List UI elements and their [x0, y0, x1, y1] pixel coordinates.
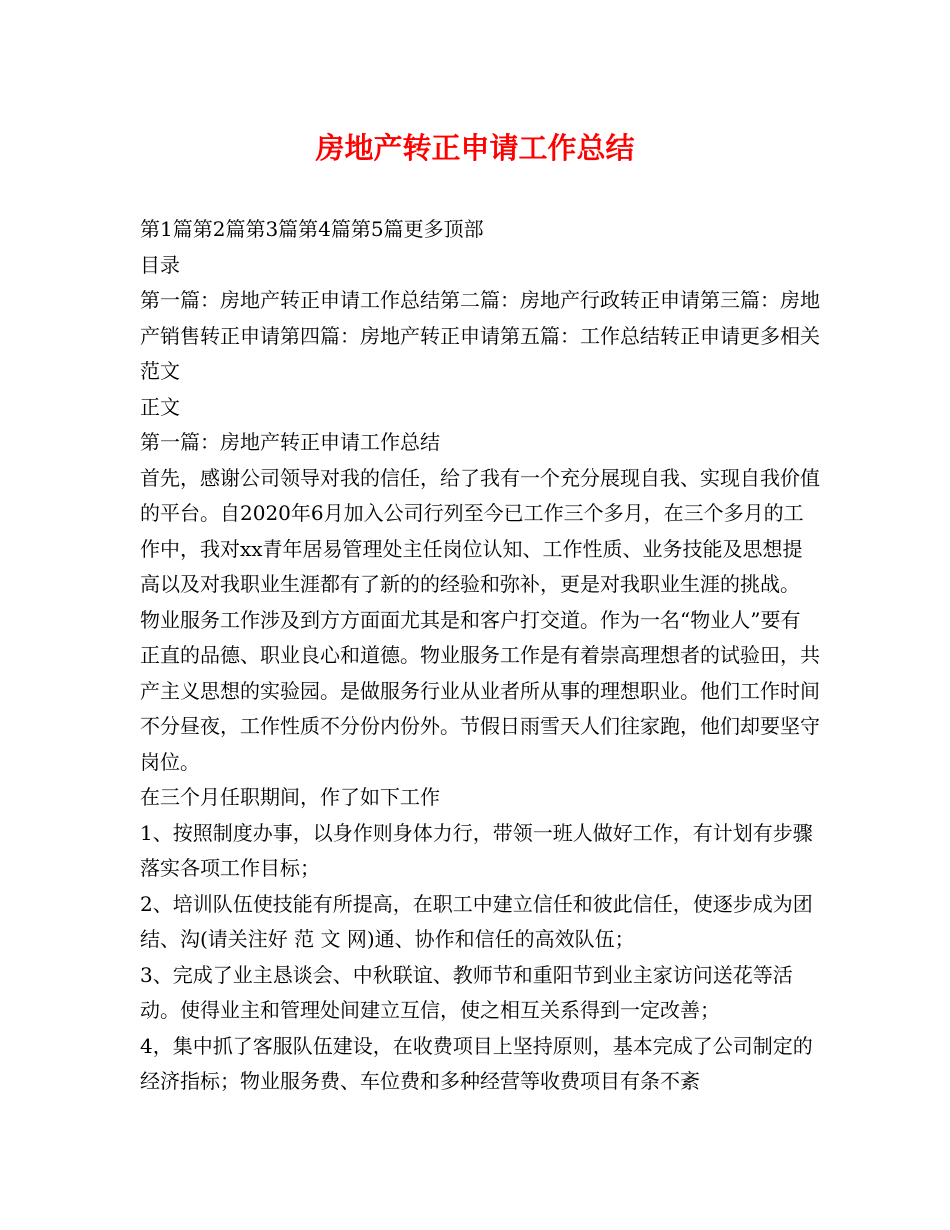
chapter-heading: 第一篇：房地产转正申请工作总结 [140, 430, 440, 454]
work-item-3: 3、完成了业主恳谈会、中秋联谊、教师节和重阳节到业主家访问送花等活动。使得业主和管理处间建立互信，使之相互关系得到一定改善； [140, 962, 793, 1022]
work-list-heading: 在三个月任职期间，作了如下工作 [140, 785, 440, 809]
document-title: 房地产转正申请工作总结 [315, 131, 635, 165]
section-nav-links: 第1篇第2篇第3篇第4篇第5篇更多顶部 [140, 217, 484, 241]
body-heading: 正文 [140, 394, 180, 419]
work-item-2: 2、培训队伍使技能有所提高，在职工中建立信任和彼此信任，使逐步成为团结、沟(请关注好 范 文 网)通、协作和信任的高效队伍； [140, 891, 813, 951]
work-item-4: 4，集中抓了客服队伍建设，在收费项目上坚持原则，基本完成了公司制定的经济指标；物业服务费、车位费和多种经营等收费项目有条不紊 [140, 1033, 813, 1093]
intro-paragraph: 首先，感谢公司领导对我的信任，给了我有一个充分展现自我、实现自我价值的平台。自2020年6月加入公司行列至今已工作三个多月，在三个多月的工作中，我对xx青年居易管理处主任岗位认知、工作性质、业务技能及思想提高以及对我职业生涯都有了新的的经验和弥补，更是对我职业生涯的挑战。 物业服务工作涉及到方方面面尤其是和客户打交道。作为一名“物业人”要有正直的品德、职业良心和道德。物业服务工作是有着崇高理想者的试验田，共产主义思想的实验园。是做服务行业从业者所从事的理想职业。他们工作时间不分昼夜，工作性质不分份内份外。节假日雨雪天人们往家跑，他们却要坚守岗位。 [140, 465, 820, 774]
toc-list: 第一篇：房地产转正申请工作总结第二篇：房地产行政转正申请第三篇：房地产销售转正申请第四篇：房地产转正申请第五篇：工作总结转正申请更多相关范文 [140, 288, 820, 383]
work-item-1: 1、按照制度办事，以身作则身体力行，带领一班人做好工作，有计划有步骤落实各项工作目标； [140, 820, 813, 880]
toc-heading: 目录 [140, 252, 180, 277]
document-body [140, 212, 820, 1100]
